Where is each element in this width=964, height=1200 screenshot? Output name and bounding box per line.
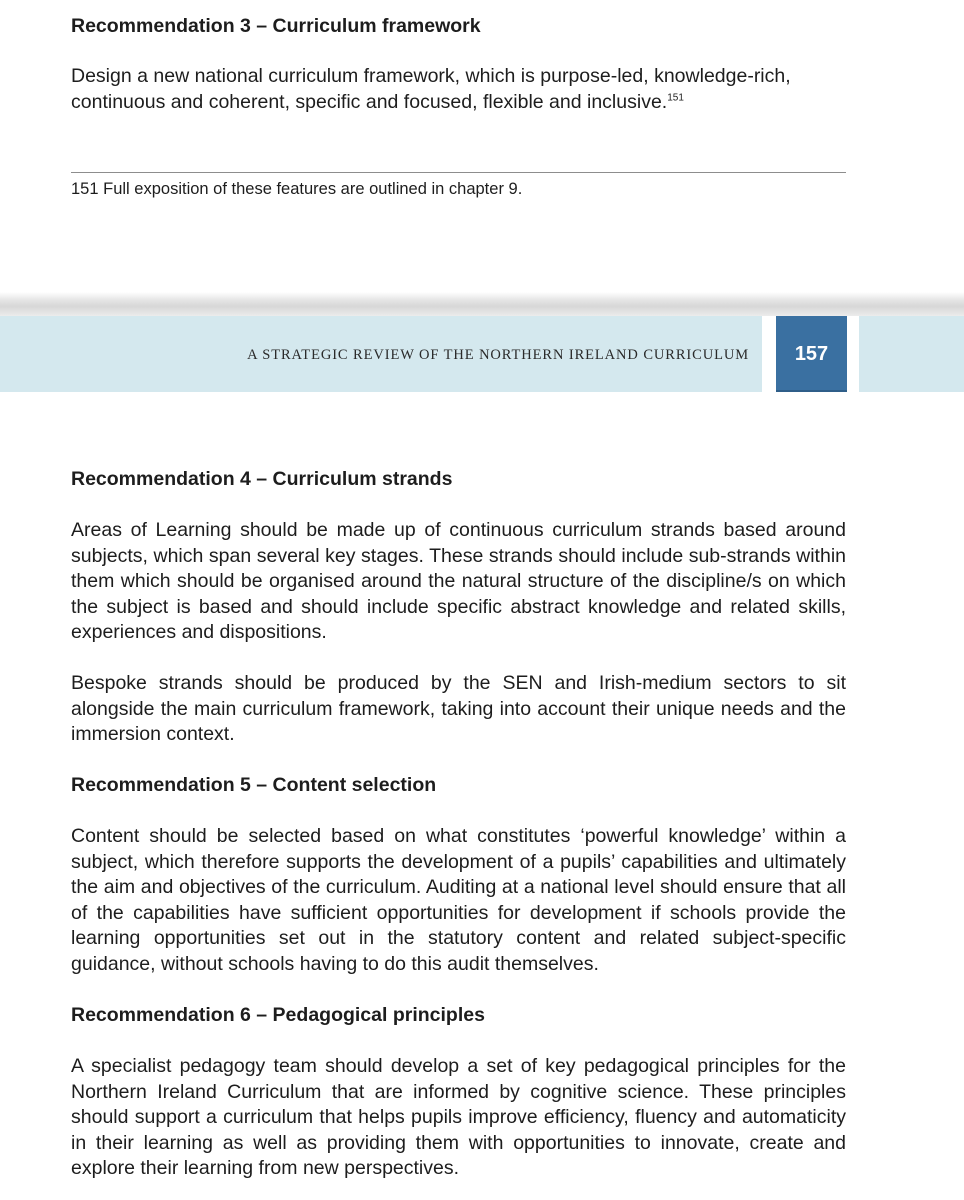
rec4-heading: Recommendation 4 – Curriculum strands	[71, 468, 453, 490]
rec6-paragraph-1: A specialist pedagogy team should develop a set of key pedagogical principles for the Northern Ireland Curriculum that are informed by cognitive science. These principles should support a curriculum that helps pupils improve efficiency, fluency and automaticity in their learning as well as providing them with opportunities to innovate, create and explore their learning from new perspectives.	[71, 1055, 846, 1180]
rec4-paragraph-1: Areas of Learning should be made up of continuous curriculum strands based around subjects, which span several key stages. These strands should include sub-strands within them which should be organised around the natural structure of the discipline/s on which the subject is based and should include specific abstract knowledge and related skills, experiences and dispositions.	[71, 519, 846, 644]
rec4-paragraph-2: Bespoke strands should be produced by the SEN and Irish-medium sectors to sit alongside the main curriculum framework, taking into account their unique needs and the immersion context.	[71, 672, 846, 746]
header-divider-left	[762, 316, 776, 392]
page-header-band	[0, 316, 964, 392]
rec3-body: Design a new national curriculum framework, which is purpose-led, knowledge-rich, continuous and coherent, specific and focused, flexible and inclusive.	[71, 65, 791, 113]
rec5-heading: Recommendation 5 – Content selection	[71, 774, 437, 796]
footnote-ref: 151	[667, 92, 684, 104]
page-number: 157	[776, 316, 847, 392]
rec6-heading: Recommendation 6 – Pedagogical principles	[71, 1004, 485, 1026]
running-header-title: A STRATEGIC REVIEW OF THE NORTHERN IRELAND CURRICULUM	[247, 347, 749, 363]
rec3-heading: Recommendation 3 – Curriculum framework	[71, 15, 481, 37]
footnote-151: 151 Full exposition of these features are outlined in chapter 9.	[71, 180, 523, 198]
footnote-divider	[71, 172, 846, 173]
header-divider-right	[847, 316, 859, 392]
rec3-text	[71, 64, 846, 115]
rec5-paragraph-1: Content should be selected based on what constitutes ‘powerful knowledge’ within a subject, which therefore supports the development of a pupils’ capabilities and ultimately the aim and objectives of the curriculum. Auditing at a national level should ensure that all of the capabilities have sufficient opportunities for development if schools provide the learning opportunities set out in the statutory content and related subject-specific guidance, without schools having to do this audit themselves.	[71, 825, 846, 975]
page-break-shadow	[0, 292, 964, 316]
